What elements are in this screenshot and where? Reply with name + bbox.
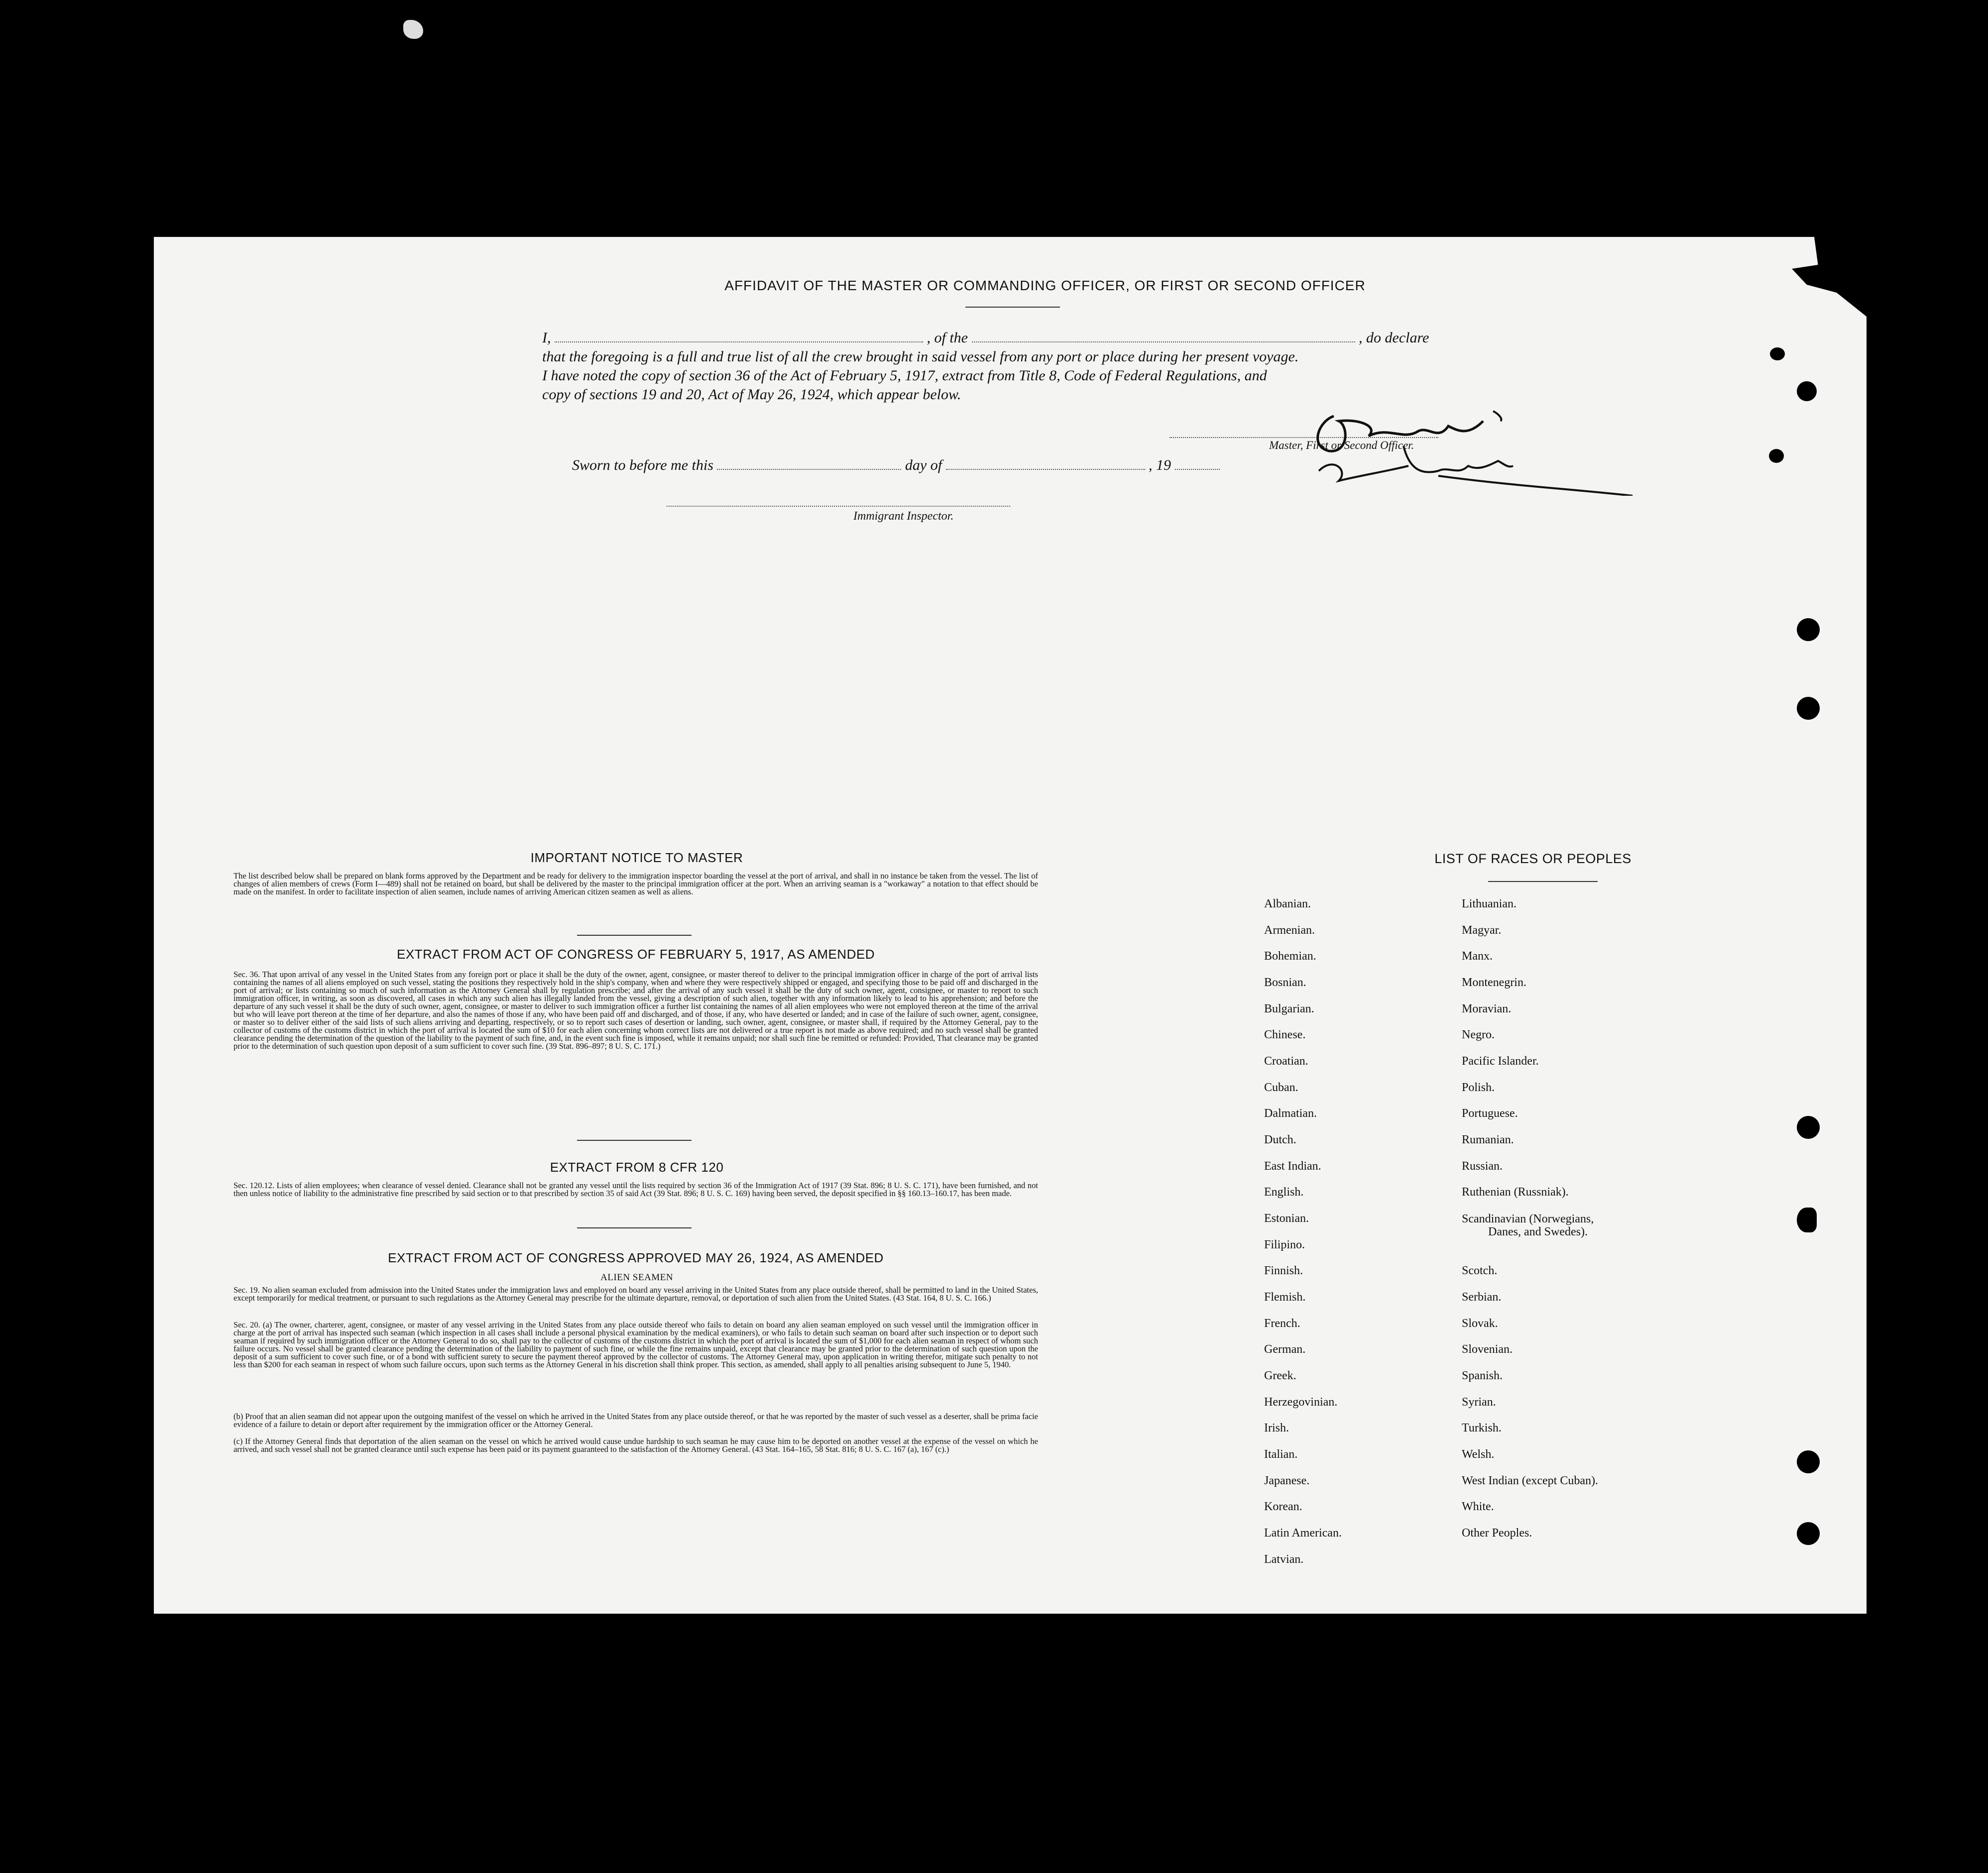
race-item: Slovak.	[1462, 1317, 1498, 1330]
notice-text: The list described below shall be prepared on blank forms approved by the Department and be ready for delivery to the immigration inspector boarding the vessel at the port of arrival, and shall in no instance be taken from the vessel. The list of changes of alien members of crews (Form I—489) shall not be retained on board, but shall be delivered by the master to the principal immigration officer at the port. When an arriving seaman is a "workaway" a notation to that effect should be made on the manifest. In order to facilitate inspection of alien seamen, include names of arriving American citizen seamen as well as aliens.	[234, 871, 1038, 896]
section-divider	[577, 935, 692, 936]
race-item: German.	[1264, 1343, 1306, 1356]
alien-seamen-subtitle: ALIEN SEAMEN	[600, 1272, 673, 1283]
inspector-caption: Immigrant Inspector.	[853, 510, 954, 523]
torn-corner	[1792, 237, 1867, 317]
section-divider	[577, 1140, 692, 1141]
extract-cfr-title: EXTRACT FROM 8 CFR 120	[550, 1160, 724, 1175]
punch-hole	[1797, 1116, 1820, 1139]
extract-1924-sec20a: Sec. 20. (a) The owner, charterer, agent, consignee, or master of any vessel arriving in the United States from any place outside thereof who fails to detain on board any alien seaman employed on such vessel until the immigration officer in charge at the port of arrival has inspected such seaman (which inspection in all cases shall include a personal physical examination by the medical examiners), or who fails to detain such seaman on board after such inspection or to deport such seaman if required by such immigration officer or the Attorney General to do so, shall pay to the collector of customs of the customs district in which the port of arrival is located the sum of $1,000 for each alien seaman in respect of whom such failure occurs. No vessel shall be granted clearance pending the determination of the liability to payment of such fine, or while the fine remains unpaid, except that clearance may be granted prior to the determination of such question upon the deposit of a sum sufficient to cover such fine, or of a bond with sufficient surety to secure the payment thereof approved by the collector of customs. The Attorney General may, upon application in writing therefor, mitigate such penalty to not less than $200 for each seaman in respect of whom such failure occurs, upon such terms as the Attorney General in his discretion shall think proper. This section, as amended, shall apply to all penalties arising subsequent to June 5, 1940.	[234, 1320, 1038, 1369]
race-item: Japanese.	[1264, 1474, 1310, 1487]
race-item: East Indian.	[1264, 1160, 1321, 1173]
race-item: Bosnian.	[1264, 976, 1306, 989]
race-item: Bulgarian.	[1264, 1002, 1314, 1015]
affidavit-declaration-line	[542, 330, 1488, 346]
punch-hole	[1797, 697, 1820, 720]
title-divider	[965, 307, 1060, 308]
race-item: Rumanian.	[1462, 1133, 1514, 1146]
sworn-day-of: day of	[905, 457, 942, 473]
extract-1924-sec19: Sec. 19. No alien seaman excluded from admission into the United States under the immigration laws and employed on board any vessel arriving in the United States from any place outside thereof, shall be permitted to land in the United States, except temporarily for medical treatment, or pursuant to such regulations as the Attorney General may prescribe for the ultimate departure, removal, or deportation of such alien from the United States. (43 Stat. 164, 8 U. S. C. 166.)	[234, 1285, 1038, 1303]
race-item: Cuban.	[1264, 1081, 1298, 1094]
master-caption: Master, First or Second Officer.	[1269, 439, 1414, 451]
punch-hole	[1797, 381, 1817, 401]
race-item: Spanish.	[1462, 1369, 1503, 1382]
race-item: Albanian.	[1264, 897, 1311, 910]
race-item: Serbian.	[1462, 1291, 1502, 1304]
punch-hole	[1797, 1208, 1817, 1232]
punch-hole	[1769, 449, 1784, 463]
sworn-year-blank[interactable]	[1175, 469, 1220, 470]
race-item: Syrian.	[1462, 1396, 1496, 1409]
race-item: Estonian.	[1264, 1212, 1309, 1225]
race-item: Finnish.	[1264, 1264, 1303, 1277]
race-item: Turkish.	[1462, 1422, 1502, 1434]
sworn-year: , 19	[1149, 457, 1171, 473]
race-item: White.	[1462, 1500, 1494, 1513]
race-item: Korean.	[1264, 1500, 1302, 1513]
extract-1917-title: EXTRACT FROM ACT OF CONGRESS OF FEBRUARY 5, 1917, AS AMENDED	[397, 947, 875, 962]
race-item: Italian.	[1264, 1448, 1298, 1461]
affidavit-i: I,	[542, 330, 551, 346]
section-divider	[577, 1227, 692, 1228]
affidavit-declare: , do declare	[1359, 330, 1429, 346]
affidavit-line-3: I have noted the copy of section 36 of the Act of February 5, 1917, extract from Title 8, Code of Federal Regulations, and	[542, 367, 1267, 384]
punch-hole	[1797, 1522, 1820, 1545]
extract-1924-sec20b: (b) Proof that an alien seaman did not appear upon the outgoing manifest of the vessel on which he arrived in the United States from any place outside thereof, or that he was reported by the master of such vessel as a deserter, shall be prima facie evidence of a failure to detain or deport after requirement by the immigration officer or the Attorney General.	[234, 1412, 1038, 1429]
race-item: Irish.	[1264, 1422, 1289, 1434]
race-item: Scandinavian (Norwegians,	[1462, 1212, 1594, 1225]
affidavit-title: AFFIDAVIT OF THE MASTER OR COMMANDING OFFICER, OR FIRST OR SECOND OFFICER	[724, 278, 1366, 293]
race-item: Armenian.	[1264, 924, 1315, 937]
race-item: Danes, and Swedes).	[1488, 1225, 1588, 1238]
affidavit-line-4: copy of sections 19 and 20, Act of May 26, 1924, which appear below.	[542, 386, 961, 403]
race-item: Flemish.	[1264, 1291, 1306, 1304]
race-item: French.	[1264, 1317, 1300, 1330]
handwritten-signature	[1289, 396, 1737, 496]
affidavit-line-2: that the foregoing is a full and true list of all the crew brought in said vessel from any port or place during her present voyage.	[542, 348, 1299, 365]
punch-hole	[1770, 347, 1785, 360]
affidavit-of-the: , of the	[927, 330, 968, 346]
punch-hole	[1797, 618, 1820, 641]
punch-hole	[1797, 1450, 1820, 1473]
race-item: Latin American.	[1264, 1527, 1342, 1540]
race-item: English.	[1264, 1186, 1304, 1199]
race-item: Filipino.	[1264, 1238, 1305, 1251]
inspector-signature-line	[667, 506, 1010, 507]
race-item: Croatian.	[1264, 1055, 1308, 1068]
scan-speck	[403, 20, 423, 39]
name-blank[interactable]	[555, 341, 923, 342]
vessel-blank[interactable]	[972, 341, 1355, 342]
extract-cfr-text: Sec. 120.12. Lists of alien employees; when clearance of vessel denied. Clearance shall not be granted any vessel until the lists required by section 36 of the Immigration Act of 1917 (39 Stat. 896; 8 U. S. C. 171), have been furnished, and not then unless notice of liability to the administrative fine prescribed by said section or to that prescribed by section 35 of said Act (39 Stat. 896; 8 U. S. C. 169) having been served, the deposit specified in §§ 160.13–160.17, has been made.	[234, 1181, 1038, 1198]
race-item: Magyar.	[1462, 924, 1502, 937]
race-item: Welsh.	[1462, 1448, 1495, 1461]
race-item: West Indian (except Cuban).	[1462, 1474, 1598, 1487]
sworn-day-blank[interactable]	[717, 469, 901, 470]
extract-1924-sec20c: (c) If the Attorney General finds that deportation of the alien seaman on the vessel on which he arrived would cause undue hardship to such seaman he may cause him to be deported on another vessel at the expense of the vessel on which he arrived, and such vessel shall not be granted clearance until such expense has been paid or its payment guaranteed to the satisfaction of the Attorney General. (43 Stat. 164–165, 58 Stat. 816; 8 U. S. C. 167 (a), 167 (c).)	[234, 1436, 1038, 1454]
race-item: Manx.	[1462, 950, 1493, 963]
race-item: Greek.	[1264, 1369, 1296, 1382]
race-item: Ruthenian (Russniak).	[1462, 1186, 1569, 1199]
race-item: Pacific Islander.	[1462, 1055, 1539, 1068]
race-item: Polish.	[1462, 1081, 1495, 1094]
race-item: Latvian.	[1264, 1553, 1304, 1566]
race-item: Chinese.	[1264, 1028, 1306, 1041]
sworn-month-blank[interactable]	[946, 469, 1145, 470]
race-item: Bohemian.	[1264, 950, 1316, 963]
race-item: Negro.	[1462, 1028, 1495, 1041]
sworn-prefix: Sworn to before me this	[572, 457, 713, 473]
races-title: LIST OF RACES OR PEOPLES	[1434, 851, 1632, 866]
extract-1924-title: EXTRACT FROM ACT OF CONGRESS APPROVED MAY 26, 1924, AS AMENDED	[388, 1250, 884, 1265]
race-item: Scotch.	[1462, 1264, 1498, 1277]
race-item: Russian.	[1462, 1160, 1503, 1173]
sworn-line	[572, 457, 1518, 474]
races-divider	[1488, 881, 1598, 882]
race-item: Moravian.	[1462, 1002, 1512, 1015]
race-item: Dutch.	[1264, 1133, 1296, 1146]
race-item: Herzegovinian.	[1264, 1396, 1338, 1409]
notice-title: IMPORTANT NOTICE TO MASTER	[530, 850, 743, 865]
race-item: Dalmatian.	[1264, 1107, 1317, 1120]
race-item: Montenegrin.	[1462, 976, 1526, 989]
form-sheet	[154, 237, 1867, 1614]
race-item: Slovenian.	[1462, 1343, 1513, 1356]
race-item: Other Peoples.	[1462, 1527, 1532, 1540]
extract-1917-text: Sec. 36. That upon arrival of any vessel in the United States from any foreign port or place it shall be the duty of the owner, agent, consignee, or master thereof to deliver to the principal immigration officer in charge of the port of arrival lists containing the names of all aliens employed on such vessel, stating the positions they respectively hold in the ship's company, when and where they were respectively shipped or engaged, and specifying those to be paid off and discharged in the port of arrival; or lists containing so much of such information as the Attorney General shall by regulation prescribe; and after the arrival of any such vessel it shall be the duty of such owner, agent, consignee, or master to report to such immigration officer, in writing, as soon as discovered, all cases in which any such alien has illegally landed from the vessel, giving a description of such alien, together with any information likely to lead to his apprehension; and before the departure of any such vessel it shall be the duty of such owner, agent, consignee, or master to deliver to such immigration officer a further list containing the names of all alien employees who were not employed thereon at the time of the arrival but who will leave port thereon at the time of her departure, and also the names of those if any, who have been paid off and discharged, and of those, if any, who have deserted or landed; and in case of the failure of such owner, agent, consignee, or master so to deliver either of the said lists of such aliens arriving and departing, respectively, or so to report such cases of desertion or landing, such owner, agent, consignee, or master shall, if required by the Attorney General, pay to the collector of customs of the customs district in which the port of arrival is located the sum of $10 for each alien concerning whom correct lists are not delivered or a true report is not made as above required; and no such vessel shall be granted clearance pending the determination of the question of the liability to the payment of such fine, and, in the event such fine is imposed, while it remains unpaid; nor shall such fine be remitted or refunded: Provided, That clearance may be granted prior to the determination of such question upon deposit of a sum sufficient to cover such fine. (39 Stat. 896–897; 8 U. S. C. 171.)	[234, 970, 1038, 1051]
race-item: Portuguese.	[1462, 1107, 1518, 1120]
race-item: Lithuanian.	[1462, 897, 1517, 910]
